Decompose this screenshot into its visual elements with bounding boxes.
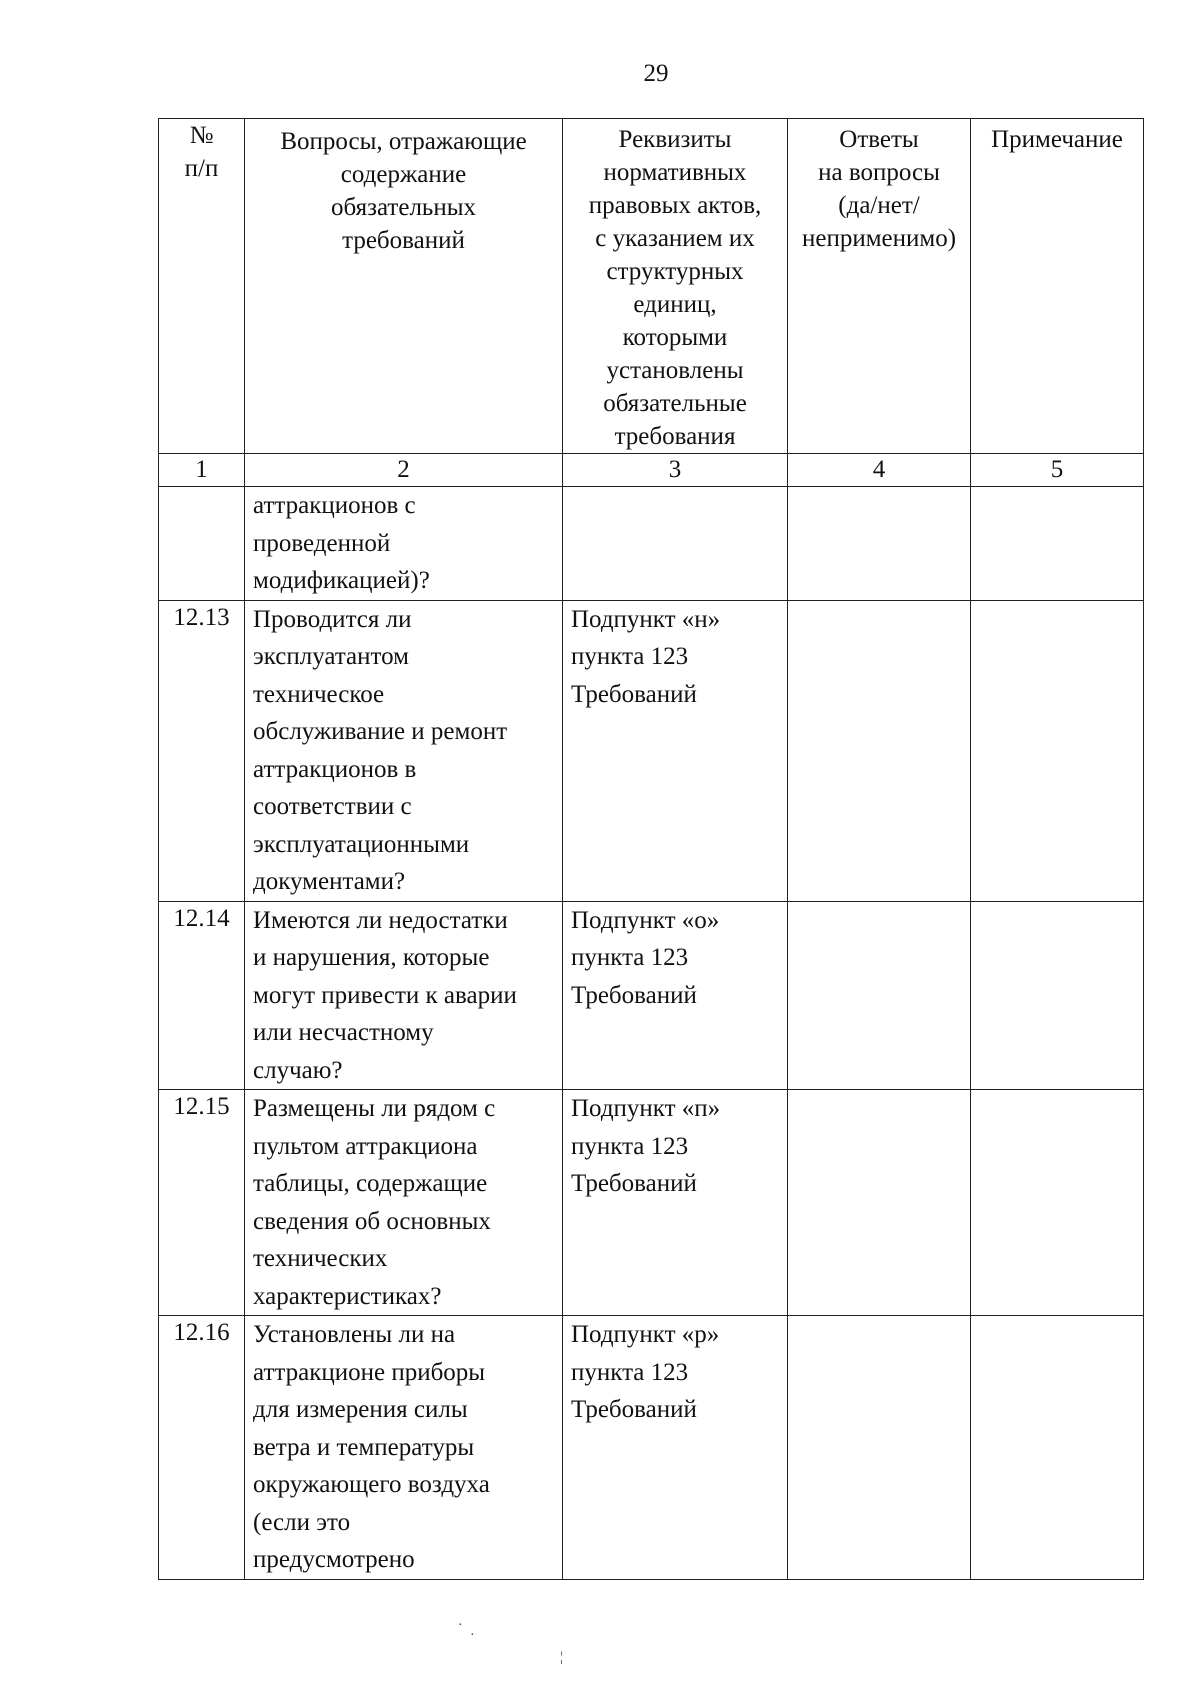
question-cell xyxy=(245,901,563,1090)
question-cell xyxy=(245,487,563,601)
row-number: 12.14 xyxy=(159,901,245,1090)
question-text: Размещены ли рядом с пультом аттракциона таблицы, содержащие сведения об основных технических характеристиках? xyxy=(253,1095,496,1310)
note-cell xyxy=(971,487,1144,601)
reference-cell xyxy=(563,901,788,1090)
question-text: Проводится ли эксплуатантом техническое обслуживание и ремонт аттракционов в соответствии с эксплуатационными документами? xyxy=(253,605,508,895)
table-row xyxy=(159,487,1144,601)
reference-text: Подпункт «о» пункта 123 Требований xyxy=(571,906,720,1009)
answer-cell xyxy=(788,1090,971,1316)
question-cell xyxy=(245,600,563,901)
table-row xyxy=(159,1090,1144,1316)
row-number: 12.16 xyxy=(159,1316,245,1580)
answer-cell xyxy=(788,487,971,601)
header-answers: Ответы на вопросы (да/нет/ неприменимо) xyxy=(788,119,971,454)
reference-cell xyxy=(563,1090,788,1316)
note-cell xyxy=(971,600,1144,901)
reference-cell xyxy=(563,1316,788,1580)
scan-speck: · xyxy=(458,1618,463,1633)
header-row xyxy=(159,119,1144,454)
reference-cell xyxy=(563,600,788,901)
note-cell xyxy=(971,1316,1144,1580)
note-cell xyxy=(971,901,1144,1090)
column-number: 4 xyxy=(788,454,971,487)
header-questions: Вопросы, отражающие содержание обязательных требований xyxy=(245,119,563,454)
reference-text: Подпункт «н» пункта 123 Требований xyxy=(571,605,721,708)
column-number: 1 xyxy=(159,454,245,487)
question-cell xyxy=(245,1090,563,1316)
scan-speck: · xyxy=(470,1628,475,1643)
reference-text: Подпункт «р» пункта 123 Требований xyxy=(571,1321,720,1423)
question-cell xyxy=(245,1316,563,1580)
row-number: 12.13 xyxy=(159,600,245,901)
row-number xyxy=(159,487,245,601)
header-legal-references: Реквизиты нормативных правовых актов, с указанием их структурных единиц, которыми установлены обязательные требования xyxy=(563,119,788,454)
table-row xyxy=(159,600,1144,901)
column-number: 3 xyxy=(563,454,788,487)
header-number: № п/п xyxy=(159,119,245,454)
table-row xyxy=(159,1316,1144,1580)
row-number: 12.15 xyxy=(159,1090,245,1316)
question-text: Установлены ли на аттракционе приборы для измерения силы ветра и температуры окружающего воздуха (если это предусмотрено xyxy=(253,1321,490,1573)
answer-cell xyxy=(788,600,971,901)
question-text: Имеются ли недостатки и нарушения, которые могут привести к аварии или несчастному случаю? xyxy=(253,906,517,1084)
note-cell xyxy=(971,1090,1144,1316)
scan-speck: ¦ xyxy=(560,1650,563,1665)
question-text: аттракционов с проведенной модификацией)? xyxy=(253,492,430,594)
reference-cell xyxy=(563,487,788,601)
answer-cell xyxy=(788,1316,971,1580)
page-number: 29 xyxy=(643,60,669,87)
answer-cell xyxy=(788,901,971,1090)
checklist-table xyxy=(158,118,1144,1580)
header-note: Примечание xyxy=(971,119,1144,454)
reference-text: Подпункт «п» пункта 123 Требований xyxy=(571,1095,721,1197)
column-number: 5 xyxy=(971,454,1144,487)
column-number-row xyxy=(159,454,1144,487)
column-number: 2 xyxy=(245,454,563,487)
table-row xyxy=(159,901,1144,1090)
